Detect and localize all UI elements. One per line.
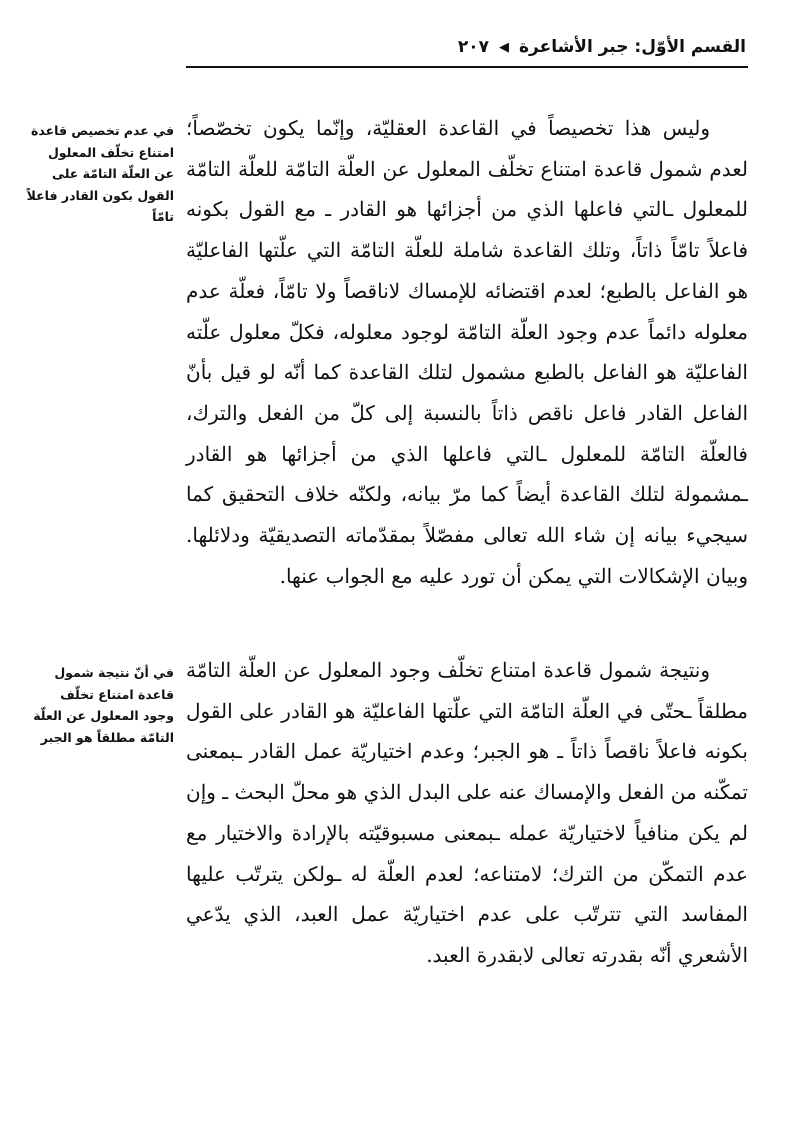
- running-header: [186, 30, 746, 64]
- paragraph: وليس هذا تخصيصاً في القاعدة العقليّة، وإنّما يكون تخصّصاً؛ لعدم شمول قاعدة امتناع تخلّف المعلول عن العلّة التامّة للعلّة التامّة للمعلول ـالتي فاعلها الذي من أجزائها هو القادر ـ مع القول بكونه فاعلاً تامّاً ذاتاً، وتلك القاعدة شاملة للعلّة التامّة التي علّتها الفاعليّة هو الفاعل بالطبع؛ لعدم اقتضائه للإمساك لاناقصاً ولا تامّاً، فعلّة عدم معلوله دائماً عدم وجود العلّة التامّة لوجود معلوله، فكلّ معلول علّته الفاعليّة هو الفاعل بالطبع مشمول لتلك القاعدة كما أنّه لو قيل بأنّ الفاعل القادر فاعل ناقص ذاتاً بالنسبة إلى كلّ من الفعل والترك، فالعلّة التامّة للمعلول ـالتي فاعلها الذي من أجزائها هو القادر ـمشمولة لتلك القاعدة أيضاً كما مرّ بيانه، ولكنّه خلاف التحقيق كما سيجيء بيانه إن شاء الله تعالى مفصّلاً بمقدّماته التصديقيّة ودلائلها. وبيان الإشكالات التي يمكن أن تورد عليه مع الجواب عنها.: [186, 116, 749, 588]
- margin-note: في أنّ نتيجة شمول قاعدة امتناع تخلّف وجود المعلول عن العلّة التامّة مطلقاً هو الجبر: [33, 665, 174, 745]
- body-block-2: [186, 650, 748, 976]
- body-block-1: [186, 108, 748, 596]
- triangle-left-icon: ◀: [498, 39, 509, 55]
- margin-note: في عدم تخصيص قاعدة امتناع تخلّف المعلول عن العلّة التامّة على القول بكون القادر فاعلاً تامّاً: [26, 123, 174, 224]
- header-rule: [186, 66, 748, 68]
- paragraph: ونتيجة شمول قاعدة امتناع تخلّف وجود المعلول عن العلّة التامّة مطلقاً ـحتّى في العلّة التامّة التي علّتها الفاعليّة هو القادر على القول بكونه فاعلاً ناقصاً ذاتاً ـ هو الجبر؛ وعدم اختياريّة عمل القادر ـبمعنى تمكّنه من الفعل والإمساك عنه على البدل الذي هو محلّ البحث ـ وإن لم يكن منافياً لاختياريّة عمله ـبمعنى مسبوقيّته بالإرادة والاختيار مع عدم التمكّن من الترك؛ لامتناعه؛ لعدم العلّة له ـولكن يترتّب عليها المفاسد التي تترتّب على عدم اختياريّة عمل العبد، الذي يدّعي الأشعري أنّه بقدرته تعالى لابقدرة العبد.: [186, 658, 748, 967]
- section-title: القسم الأوّل: جبر الأشاعرة: [518, 37, 746, 57]
- page-number: ٢٠٧: [457, 37, 489, 57]
